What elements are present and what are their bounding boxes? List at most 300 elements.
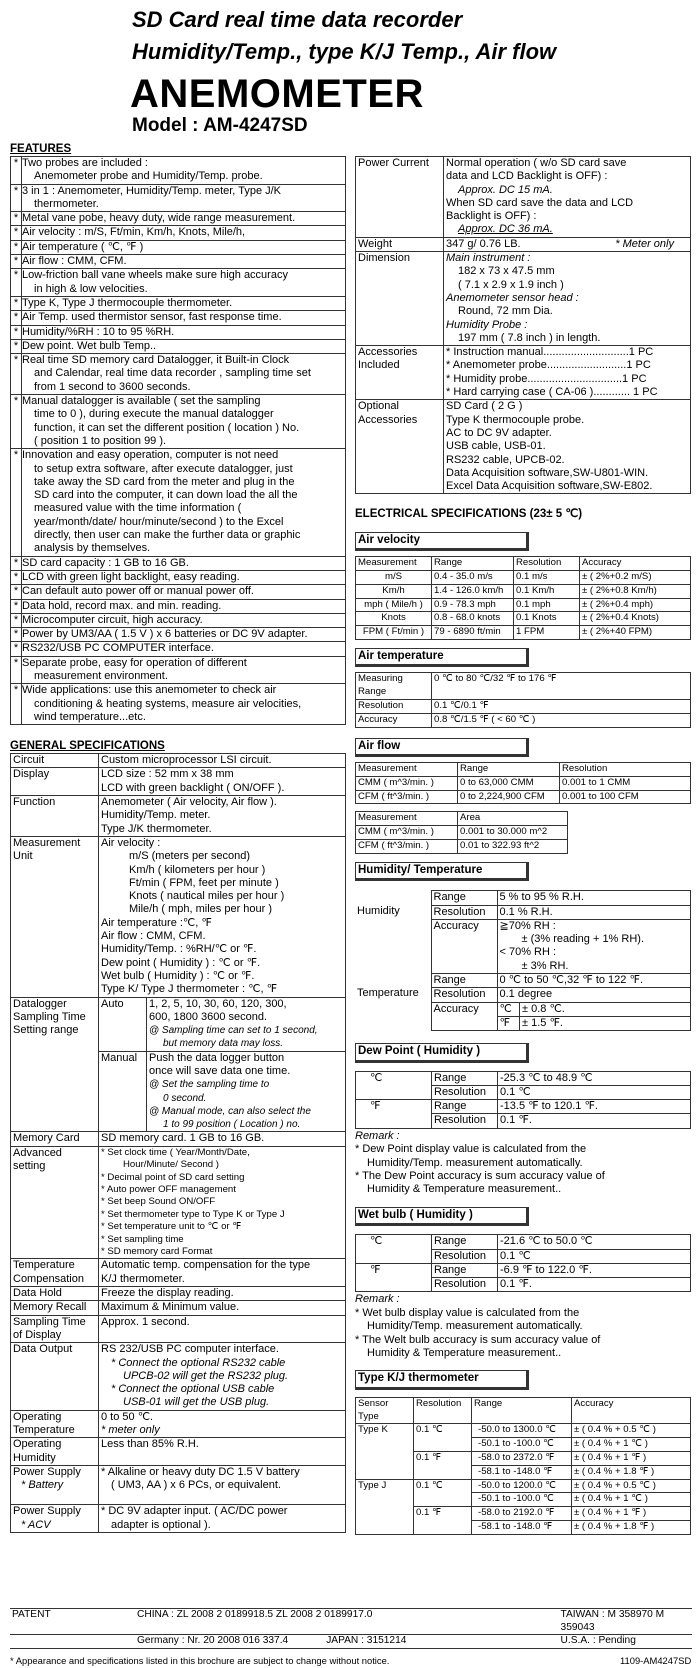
general-specs-table-continued: [355, 156, 691, 494]
feature-item: [11, 296, 346, 310]
spec-value: * Alkaline or heavy duty DC 1.5 V battery ( UM3, AA ) x 6 PCs, or equivalent.: [99, 1465, 346, 1505]
ht-row: [355, 891, 691, 905]
feature-line: Can default auto power off or manual power off.: [22, 585, 254, 598]
feature-item: [11, 354, 346, 395]
spec-row-accessories: [356, 346, 691, 400]
table-row: [356, 1479, 691, 1493]
value-cell: 0.1 ℃: [498, 1085, 691, 1099]
table-header: Sensor Type: [356, 1397, 414, 1424]
feature-bullet: *: [11, 395, 22, 449]
spec-row-power-current: [356, 157, 691, 238]
feature-text: [22, 395, 346, 449]
feature-bullet: *: [11, 339, 22, 353]
table-row: [356, 700, 691, 714]
spec-sublabel: Auto: [99, 997, 147, 1051]
spec-label: Function: [11, 796, 99, 837]
spec-label: Accessories Included: [356, 346, 444, 400]
feature-item: [11, 157, 346, 185]
features-title: FEATURES: [10, 143, 72, 155]
table-cell: 0.4 - 35.0 m/s: [432, 571, 514, 585]
feature-text: [22, 613, 346, 627]
ht-param: Accuracy: [431, 919, 497, 973]
table-cell: 0.1 m/s: [514, 571, 580, 585]
feature-line: 3 in 1 : Anemometer, Humidity/Temp. meter, Type J/K: [22, 184, 282, 197]
feature-bullet: *: [11, 226, 22, 240]
table-row: [356, 626, 691, 640]
feature-line: thermometer.: [34, 197, 99, 210]
feature-text: [22, 325, 346, 339]
feature-bullet: *: [11, 570, 22, 584]
feature-line: from 1 second to 3600 seconds.: [34, 380, 191, 393]
table-cell: 0.1 ℃/0.1 ℉: [432, 700, 691, 714]
table-cell: ± ( 2%+0.4 mph): [580, 598, 691, 612]
spec-value: Normal operation ( w/o SD card save data and LCD Backlight is OFF) : Approx. DC 15 mA. When SD card save the data and LCD Backlight is OFF) : Approx. DC 36 mA.: [444, 157, 691, 238]
patent-taiwan: TAIWAN : M 358970 M 359043: [543, 1609, 692, 1635]
spec-value: Maximum & Minimum value.: [99, 1301, 346, 1315]
spec-row-power-battery: [11, 1465, 346, 1505]
table-row: [356, 840, 691, 854]
model-label: Model : AM-4247SD: [132, 115, 308, 136]
spec-value: Less than 85% R.H.: [99, 1438, 346, 1466]
value-cell: -25.3 ℃ to 48.9 ℃: [498, 1071, 691, 1085]
table-cell: 0.1 mph: [514, 598, 580, 612]
spec-sublabel: Manual: [99, 1051, 147, 1132]
wet-bulb-table: [355, 1234, 691, 1292]
feature-text: [22, 240, 346, 254]
accuracy-cell: ± ( 0.4 % + 1 ℃ ): [572, 1493, 691, 1507]
wet-remarks: * Wet bulb display value is calculated from the Humidity/Temp. measurement automatically. * The Welt bulb accuracy is sum accuracy value of Humidity & Temperature measurement..: [355, 1306, 601, 1360]
spec-label: Circuit: [11, 754, 99, 768]
feature-bullet: *: [11, 642, 22, 656]
value-cell: -6.9 ℉ to 122.0 ℉.: [498, 1263, 691, 1277]
feature-line: conditioning & heating systems, measure air velocities,: [34, 697, 302, 710]
right-column: [355, 156, 691, 1535]
table-cell: CFM ( ft^3/min. ): [356, 840, 458, 854]
disclaimer-note: * Appearance and specifications listed in this brochure are subject to change without notice.: [10, 1655, 390, 1666]
spec-value: Main instrument : 182 x 73 x 47.5 mm ( 7.1 x 2.9 x 1.9 inch ) Anemometer sensor head : Round, 72 mm Dia. Humidity Probe : 197 mm ( 7.8 inch ) in length.: [444, 252, 691, 346]
table-cell: 1 FPM: [514, 626, 580, 640]
feature-bullet: *: [11, 585, 22, 599]
ht-param: Range: [431, 891, 497, 905]
spec-value: Automatic temp. compensation for the type K/J thermometer.: [99, 1259, 346, 1287]
table-cell: m/S: [356, 571, 432, 585]
feature-text: [22, 184, 346, 212]
table-header: Measurement: [356, 557, 432, 571]
document-code: 1109-AM4247SD: [620, 1655, 692, 1666]
feature-text: [22, 642, 346, 656]
resolution-cell: 0.1 ℃: [414, 1424, 472, 1452]
feature-bullet: *: [11, 656, 22, 684]
spec-value: Custom microprocessor LSI circuit.: [99, 754, 346, 768]
feature-line: measured value with the time information (: [34, 502, 242, 515]
range-cell: -58.1 to -148.0 ℉: [472, 1465, 572, 1479]
feature-text: [22, 354, 346, 395]
table-header: Accuracy: [580, 557, 691, 571]
table-header: Resolution: [414, 1397, 472, 1424]
spec-row-optemp: [11, 1410, 346, 1438]
spec-row-sampling: [11, 1315, 346, 1343]
spec-value: * Instruction manual............................1 PC * Anemometer probe..........................1 PC * Humidity probe...............................1 PC * Hard carrying case ( CA-06 )............ 1 PC: [444, 346, 691, 400]
spec-label: Sampling Time of Display: [11, 1315, 99, 1343]
accuracy-cell: ± ( 0.4 % + 1 ℉ ): [572, 1452, 691, 1466]
feature-text: [22, 449, 346, 556]
param-cell: Range: [432, 1235, 498, 1249]
feature-line: Type K, Type J thermocouple thermometer.: [22, 296, 233, 309]
left-column: [10, 142, 346, 1533]
air-velocity-table: [355, 556, 691, 640]
spec-label: Operating Temperature: [11, 1410, 99, 1438]
ht-value: 0.1 degree: [497, 988, 691, 1002]
electrical-specs-title: ELECTRICAL SPECIFICATIONS (23± 5 ℃): [355, 508, 583, 521]
feature-line: Wide applications: use this anemometer to check air: [22, 684, 277, 697]
air-flow-range-table: [355, 762, 691, 804]
feature-line: ( position 1 to position 99 ).: [34, 434, 167, 447]
feature-line: wind temperature...etc.: [34, 710, 146, 723]
feature-text: [22, 656, 346, 684]
ht-value: [497, 1002, 691, 1031]
table-cell: CMM ( m^3/min. ): [356, 776, 458, 790]
empty-cell: [568, 840, 691, 854]
spec-row-power-acv: [11, 1505, 346, 1533]
table-row: [356, 776, 691, 790]
unit-cell: ℃: [356, 1235, 432, 1264]
table-cell: Resolution: [356, 700, 432, 714]
feature-line: SD card into the computer, it can down load the all the: [34, 489, 298, 502]
spec-value: Push the data logger button once will save data one time. @ Set the sampling time to 0 second. @ Manual mode, can also select the 1 to 99 position ( Location ) no.: [147, 1051, 346, 1132]
feature-line: Microcomputer circuit, high accuracy.: [22, 613, 203, 626]
feature-text: [22, 157, 346, 185]
accuracy-cell: ± ( 0.4 % + 1.8 ℉ ): [572, 1465, 691, 1479]
range-cell: -58.1 to -148.0 ℉: [472, 1521, 572, 1535]
feature-text: [22, 628, 346, 642]
feature-line: time to 0 ), during execute the manual datalogger: [34, 408, 274, 421]
accuracy-cell: ± ( 0.4 % + 1 ℃ ): [572, 1438, 691, 1452]
feature-bullet: *: [11, 212, 22, 226]
table-row: [356, 1424, 691, 1438]
ht-param: Accuracy: [431, 1002, 497, 1031]
air-temperature-title: Air temperature: [355, 648, 529, 667]
feature-text: [22, 556, 346, 570]
spec-row-datahold: [11, 1287, 346, 1301]
spec-row-dataout: [11, 1343, 346, 1410]
table-row: [356, 571, 691, 585]
empty-cell: [568, 812, 691, 826]
feature-text: [22, 570, 346, 584]
spec-row-memory: [11, 1132, 346, 1146]
table-row: [356, 598, 691, 612]
feature-bullet: *: [11, 184, 22, 212]
spec-label: Display: [11, 768, 99, 796]
feature-line: Metal vane pobe, heavy duty, wide range measurement.: [22, 212, 296, 225]
ht-value: 5 % to 95 % R.H.: [497, 891, 691, 905]
spec-label: Memory Recall: [11, 1301, 99, 1315]
air-flow-range-rows: [356, 776, 691, 804]
air-flow-title: Air flow: [355, 738, 529, 757]
feature-item: [11, 556, 346, 570]
wet-remark-title: Remark :: [355, 1293, 400, 1306]
feature-line: take away the SD card from the meter and plug in the: [34, 475, 295, 488]
spec-label: Memory Card: [11, 1132, 99, 1146]
table-header: Range: [458, 763, 560, 777]
humidity-temperature-table: [355, 890, 691, 1031]
resolution-cell: 0.1 ℉: [414, 1452, 472, 1480]
spec-label: Power Supply * ACV: [11, 1505, 99, 1533]
wet-bulb-title: Wet bulb ( Humidity ): [355, 1207, 529, 1226]
dew-point-rows: [356, 1071, 691, 1128]
feature-bullet: *: [11, 613, 22, 627]
feature-line: LCD with green light backlight, easy reading.: [22, 570, 240, 583]
general-specs-table: [10, 753, 346, 1533]
spec-row-function: [11, 796, 346, 837]
table-header: Resolution: [514, 557, 580, 571]
spec-row-advanced: [11, 1146, 346, 1259]
table-cell: FPM ( Ft/min ): [356, 626, 432, 640]
param-cell: Resolution: [432, 1249, 498, 1263]
value-cell: -21.6 ℃ to 50.0 ℃: [498, 1235, 691, 1249]
feature-item: [11, 240, 346, 254]
unit-cell: ℉: [356, 1100, 432, 1129]
spec-row-ophum: [11, 1438, 346, 1466]
feature-bullet: *: [11, 599, 22, 613]
feature-bullet: *: [11, 269, 22, 297]
dew-point-title: Dew Point ( Humidity ): [355, 1043, 529, 1062]
spec-label: Power Supply * Battery: [11, 1465, 99, 1505]
feature-bullet: *: [11, 684, 22, 725]
spec-row-tempcomp: [11, 1259, 346, 1287]
range-cell: -50.0 to 1200.0 ℃: [472, 1479, 572, 1493]
spec-value: 1, 2, 5, 10, 30, 60, 120, 300, 600, 1800 3600 second. @ Sampling time can set to 1 second, but memory data may loss.: [147, 997, 346, 1051]
table-cell: ± ( 2%+0.8 Km/h): [580, 584, 691, 598]
header-line1: SD Card real time data recorder: [132, 7, 463, 32]
spec-label: Optional Accessories: [356, 400, 444, 494]
air-temperature-table: [355, 672, 691, 727]
thermocouple-title: Type K/J thermometer: [355, 1370, 529, 1389]
feature-line: Low-friction ball vane wheels make sure high accuracy: [22, 269, 288, 282]
feature-item: [11, 212, 346, 226]
sensor-cell: Type J: [356, 1479, 414, 1534]
dew-remark-title: Remark :: [355, 1129, 400, 1142]
acc-f: ± 1.5 ℉.: [522, 1016, 563, 1029]
table-cell: 0.9 - 78.3 mph: [432, 598, 514, 612]
table-cell: ± ( 2%+0.2 m/S): [580, 571, 691, 585]
header-line2: Humidity/Temp., type K/J Temp., Air flow: [132, 39, 557, 64]
range-cell: -58.0 to 2372.0 ℉: [472, 1452, 572, 1466]
spec-value: Approx. 1 second.: [99, 1315, 346, 1343]
feature-item: [11, 642, 346, 656]
accuracy-cell: ± ( 0.4 % + 0.5 ℃ ): [572, 1479, 691, 1493]
table-header: Range: [432, 557, 514, 571]
table-row: [356, 790, 691, 804]
feature-text: [22, 585, 346, 599]
table-row: [356, 826, 691, 840]
value-cell: 0.1 ℃: [498, 1249, 691, 1263]
spec-value: 0 to 50 ℃. * meter only: [99, 1410, 346, 1438]
feature-text: [22, 226, 346, 240]
table-cell: Km/h: [356, 584, 432, 598]
spec-label: Temperature Compensation: [11, 1259, 99, 1287]
table-header-row: [356, 763, 691, 777]
table-row: [356, 1100, 691, 1114]
feature-item: [11, 684, 346, 725]
feature-line: Innovation and easy operation, computer is not need: [22, 449, 279, 462]
unit-f: ℉: [498, 1016, 520, 1030]
feature-item: [11, 226, 346, 240]
air-temperature-rows: [356, 673, 691, 727]
feature-line: Data hold, record max. and min. reading.: [22, 599, 222, 612]
feature-line: year/month/date/ hour/minute/second ) to the Excel: [34, 515, 284, 528]
features-table: [10, 156, 346, 725]
humidity-temperature-title: Humidity/ Temperature: [355, 862, 529, 881]
table-cell: 79 - 6890 ft/min: [432, 626, 514, 640]
spec-row-measurement: [11, 836, 346, 997]
ht-param: Resolution: [431, 905, 497, 919]
spec-label: Dimension: [356, 252, 444, 346]
range-cell: -50.1 to -100.0 ℃: [472, 1493, 572, 1507]
feature-item: [11, 184, 346, 212]
thermocouple-table: [355, 1397, 691, 1535]
patent-china: CHINA : ZL 2008 2 0189918.5 ZL 2008 2 0189917.0: [135, 1609, 543, 1635]
table-cell: 0 to 63,000 CMM: [458, 776, 560, 790]
feature-line: function, it can set the different position ( location ) No.: [34, 421, 300, 434]
feature-line: Power by UM3/AA ( 1.5 V ) x 6 batteries or DC 9V adapter.: [22, 628, 308, 641]
ht-param: Resolution: [431, 988, 497, 1002]
feature-line: SD card capacity : 1 GB to 16 GB.: [22, 556, 189, 569]
table-cell: 0.001 to 1 CMM: [560, 776, 691, 790]
feature-item: [11, 255, 346, 269]
air-velocity-title: Air velocity: [355, 532, 529, 551]
spec-value: SD memory card. 1 GB to 16 GB.: [99, 1132, 346, 1146]
accuracy-cell: ± ( 0.4 % + 0.5 ℃ ): [572, 1424, 691, 1438]
ht-row: [355, 973, 691, 987]
table-cell: 1.4 - 126.0 km/h: [432, 584, 514, 598]
feature-text: [22, 684, 346, 725]
table-header: Range: [472, 1397, 572, 1424]
resolution-cell: 0.1 ℃: [414, 1479, 472, 1507]
param-cell: Resolution: [432, 1278, 498, 1292]
param-cell: Range: [432, 1071, 498, 1085]
spec-value: 347 g/ 0.76 LB. * Meter only: [444, 237, 691, 251]
table-cell: 0.8 - 68.0 knots: [432, 612, 514, 626]
ht-value: ≧70% RH : ± (3% reading + 1% RH). < 70% RH : ± 3% RH.: [497, 919, 691, 973]
ht-value: 0.1 % R.H.: [497, 905, 691, 919]
feature-item: [11, 613, 346, 627]
feature-line: Manual datalogger is available ( set the sampling: [22, 395, 261, 408]
table-header: Measurement: [356, 763, 458, 777]
ht-value: 0 ℃ to 50 ℃,32 ℉ to 122 ℉.: [497, 973, 691, 987]
feature-item: [11, 449, 346, 556]
range-cell: -58.0 to 2192.0 ℉: [472, 1507, 572, 1521]
feature-line: Air velocity : m/S, Ft/min, Km/h, Knots, Mile/h,: [22, 226, 246, 239]
feature-text: [22, 311, 346, 325]
unit-c: ℃: [498, 1003, 520, 1017]
spec-row-datalogger-auto: [11, 997, 346, 1051]
feature-line: and Calendar, real time data recorder , sampling time set: [34, 367, 311, 380]
table-cell: 0 to 2,224,900 CFM: [458, 790, 560, 804]
air-flow-area-rows: [356, 826, 691, 854]
feature-text: [22, 255, 346, 269]
table-row: [356, 612, 691, 626]
unit-cell: ℉: [356, 1263, 432, 1292]
param-cell: Resolution: [432, 1085, 498, 1099]
table-header: Area: [458, 812, 568, 826]
spec-label: Measurement Unit: [11, 836, 99, 997]
feature-line: Air Temp. used thermistor sensor, fast response time.: [22, 311, 282, 324]
feature-line: to setup extra software, after execute datalogger, just: [34, 462, 293, 475]
thermocouple-rows: [356, 1424, 691, 1534]
feature-item: [11, 628, 346, 642]
spec-row-dimension: [356, 252, 691, 346]
feature-bullet: *: [11, 628, 22, 642]
acc-c: ± 0.8 ℃.: [520, 1003, 691, 1017]
table-cell: 0.01 to 322.93 ft^2: [458, 840, 568, 854]
feature-item: [11, 269, 346, 297]
table-cell: 0.8 ℃/1.5 ℉ ( < 60 ℃ ): [432, 713, 691, 727]
spec-row-display: [11, 768, 346, 796]
table-header-row: [356, 1397, 691, 1424]
air-velocity-rows: [356, 571, 691, 640]
feature-bullet: *: [11, 157, 22, 185]
dew-remarks: * Dew Point display value is calculated from the Humidity/Temp. measurement automatically. * The Dew Point accuracy is sum accuracy value of Humidity & Temperature measurement..: [355, 1143, 605, 1196]
general-specs-title: GENERAL SPECIFICATIONS: [10, 740, 165, 753]
empty-cell: [568, 826, 691, 840]
feature-line: Two probes are included :: [22, 157, 148, 169]
table-cell: 0.1 Knots: [514, 612, 580, 626]
spec-label: Operating Humidity: [11, 1438, 99, 1466]
table-row: [356, 673, 691, 700]
feature-item: [11, 656, 346, 684]
table-cell: 0.001 to 30.000 m^2: [458, 826, 568, 840]
patent-section: [10, 1608, 692, 1649]
feature-bullet: *: [11, 311, 22, 325]
feature-bullet: *: [11, 556, 22, 570]
table-row: [356, 584, 691, 598]
table-row: [356, 1263, 691, 1277]
param-cell: Range: [432, 1263, 498, 1277]
feature-line: Humidity/%RH : 10 to 95 %RH.: [22, 325, 175, 338]
spec-label: Datalogger Sampling Time Setting range: [11, 997, 99, 1132]
feature-line: Real time SD memory card Datalogger, it Built-in Clock: [22, 354, 290, 367]
table-cell: ± ( 2%+0.4 Knots): [580, 612, 691, 626]
feature-bullet: *: [11, 354, 22, 395]
dew-point-table: [355, 1071, 691, 1129]
table-header-row: [356, 557, 691, 571]
feature-line: analysis by themselves.: [34, 542, 151, 555]
value-cell: -13.5 ℉ to 120.1 ℉.: [498, 1100, 691, 1114]
feature-item: [11, 585, 346, 599]
spec-row-weight: [356, 237, 691, 251]
range-cell: -50.1 to -100.0 ℃: [472, 1438, 572, 1452]
feature-line: Air flow : CMM, CFM.: [22, 255, 127, 268]
feature-item: [11, 599, 346, 613]
table-cell: 0 ℃ to 80 ℃/32 ℉ to 176 ℉: [432, 673, 691, 700]
table-header: Accuracy: [572, 1397, 691, 1424]
spec-label: Advanced setting: [11, 1146, 99, 1259]
table-cell: mph ( Mile/h ): [356, 598, 432, 612]
spec-label: Power Current: [356, 157, 444, 238]
spec-value: * DC 9V adapter input. ( AC/DC power adapter is optional ).: [99, 1505, 346, 1533]
feature-line: Separate probe, easy for operation of different: [22, 656, 247, 669]
table-cell: CFM ( ft^3/min. ): [356, 790, 458, 804]
feature-line: in high & low velocities.: [34, 282, 148, 295]
feature-line: directly, then user can make the further data or graphic: [34, 529, 301, 542]
spec-value: Anemometer ( Air velocity, Air flow ). Humidity/Temp. meter. Type J/K thermometer.: [99, 796, 346, 837]
patent-label: PATENT: [10, 1609, 135, 1635]
table-cell: 0.1 Km/h: [514, 584, 580, 598]
unit-cell: ℃: [356, 1071, 432, 1100]
value-cell: 0.1 ℉.: [498, 1278, 691, 1292]
feature-line: Anemometer probe and Humidity/Temp. probe.: [34, 170, 263, 183]
table-cell: Accuracy: [356, 713, 432, 727]
